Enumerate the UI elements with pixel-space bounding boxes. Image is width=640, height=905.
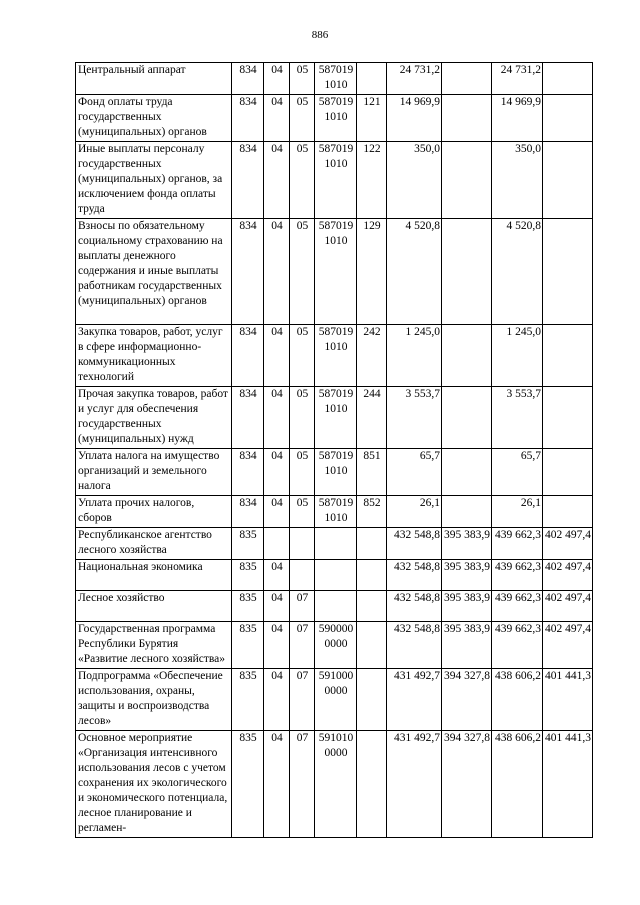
row-name: Центральный аппарат	[76, 63, 232, 95]
amount-4	[543, 449, 593, 496]
amount-4: 402 497,4	[543, 622, 593, 669]
section-code: 04	[264, 731, 290, 838]
expense-type-code	[357, 591, 387, 622]
amount-4	[543, 325, 593, 387]
amount-2: 395 383,9	[442, 528, 492, 560]
row-name: Прочая закупка товаров, работ и услуг для обеспечения государственных (муниципальных) нужд	[76, 387, 232, 449]
expense-type-code: 121	[357, 95, 387, 142]
subsection-code: 05	[290, 449, 315, 496]
expense-type-code: 129	[357, 219, 387, 325]
subsection-code: 05	[290, 496, 315, 528]
amount-1: 14 969,9	[387, 95, 442, 142]
amount-4: 402 497,4	[543, 560, 593, 591]
target-article-code: 587019 1010	[315, 449, 357, 496]
section-code: 04	[264, 219, 290, 325]
amount-1: 432 548,8	[387, 560, 442, 591]
subsection-code	[290, 528, 315, 560]
expense-type-code	[357, 63, 387, 95]
table-row	[76, 95, 593, 142]
amount-1: 431 492,7	[387, 669, 442, 731]
ved-code: 834	[232, 325, 264, 387]
ved-code: 835	[232, 669, 264, 731]
table-row	[76, 387, 593, 449]
subsection-code: 07	[290, 669, 315, 731]
table-row	[76, 449, 593, 496]
amount-4	[543, 95, 593, 142]
subsection-code: 05	[290, 219, 315, 325]
ved-code: 834	[232, 63, 264, 95]
ved-code: 834	[232, 387, 264, 449]
target-article-code: 591010 0000	[315, 731, 357, 838]
ved-code: 834	[232, 95, 264, 142]
expense-type-code	[357, 622, 387, 669]
target-article-code: 587019 1010	[315, 219, 357, 325]
target-article-code	[315, 560, 357, 591]
amount-3: 4 520,8	[492, 219, 543, 325]
subsection-code: 07	[290, 591, 315, 622]
amount-1: 4 520,8	[387, 219, 442, 325]
amount-2	[442, 387, 492, 449]
target-article-code	[315, 591, 357, 622]
section-code: 04	[264, 449, 290, 496]
section-code: 04	[264, 560, 290, 591]
section-code: 04	[264, 496, 290, 528]
amount-1: 3 553,7	[387, 387, 442, 449]
ved-code: 835	[232, 622, 264, 669]
amount-3: 3 553,7	[492, 387, 543, 449]
target-article-code: 590000 0000	[315, 622, 357, 669]
expense-type-code: 852	[357, 496, 387, 528]
amount-3: 14 969,9	[492, 95, 543, 142]
amount-4	[543, 63, 593, 95]
ved-code: 834	[232, 496, 264, 528]
amount-2: 394 327,8	[442, 731, 492, 838]
row-name: Взносы по обязательному социальному страхованию на выплаты денежного содержания и иные выплаты работникам государственных (муниципальных) органов	[76, 219, 232, 325]
amount-3: 438 606,2	[492, 731, 543, 838]
section-code: 04	[264, 95, 290, 142]
page-number: 886	[311, 29, 329, 41]
expense-type-code	[357, 731, 387, 838]
amount-2: 395 383,9	[442, 591, 492, 622]
target-article-code: 591000 0000	[315, 669, 357, 731]
amount-1: 432 548,8	[387, 622, 442, 669]
section-code: 04	[264, 622, 290, 669]
target-article-code: 587019 1010	[315, 95, 357, 142]
amount-2	[442, 95, 492, 142]
amount-2: 394 327,8	[442, 669, 492, 731]
amount-1: 350,0	[387, 142, 442, 219]
row-name: Государственная программа Республики Бурятия «Развитие лесного хозяйства»	[76, 622, 232, 669]
target-article-code: 587019 1010	[315, 142, 357, 219]
section-code: 04	[264, 63, 290, 95]
amount-2	[442, 63, 492, 95]
amount-2	[442, 219, 492, 325]
table-row	[76, 325, 593, 387]
amount-4: 401 441,3	[543, 731, 593, 838]
amount-1: 26,1	[387, 496, 442, 528]
amount-3: 24 731,2	[492, 63, 543, 95]
subsection-code: 07	[290, 731, 315, 838]
amount-2	[442, 449, 492, 496]
ved-code: 834	[232, 219, 264, 325]
amount-3: 439 662,3	[492, 622, 543, 669]
amount-4	[543, 219, 593, 325]
table-row	[76, 219, 593, 325]
expense-type-code: 851	[357, 449, 387, 496]
target-article-code: 587019 1010	[315, 63, 357, 95]
amount-2	[442, 325, 492, 387]
ved-code: 834	[232, 449, 264, 496]
amount-4	[543, 496, 593, 528]
row-name: Уплата прочих налогов, сборов	[76, 496, 232, 528]
ved-code: 835	[232, 591, 264, 622]
section-code: 04	[264, 591, 290, 622]
target-article-code: 587019 1010	[315, 325, 357, 387]
expense-type-code: 242	[357, 325, 387, 387]
expense-type-code	[357, 560, 387, 591]
section-code: 04	[264, 325, 290, 387]
amount-4	[543, 387, 593, 449]
amount-3: 439 662,3	[492, 528, 543, 560]
row-name: Фонд оплаты труда государственных (муниципальных) органов	[76, 95, 232, 142]
amount-1: 24 731,2	[387, 63, 442, 95]
amount-4: 401 441,3	[543, 669, 593, 731]
ved-code: 835	[232, 560, 264, 591]
subsection-code: 05	[290, 387, 315, 449]
row-name: Уплата налога на имущество организаций и земельного налога	[76, 449, 232, 496]
ved-code: 835	[232, 731, 264, 838]
amount-2	[442, 496, 492, 528]
amount-3: 439 662,3	[492, 591, 543, 622]
amount-1: 1 245,0	[387, 325, 442, 387]
section-code: 04	[264, 142, 290, 219]
amount-1: 431 492,7	[387, 731, 442, 838]
expense-type-code	[357, 669, 387, 731]
amount-1: 65,7	[387, 449, 442, 496]
row-name: Подпрограмма «Обеспечение использования, охраны, защиты и воспроизводства лесов»	[76, 669, 232, 731]
amount-1: 432 548,8	[387, 591, 442, 622]
row-name: Республиканское агентство лесного хозяйства	[76, 528, 232, 560]
row-name: Национальная экономика	[76, 560, 232, 591]
amount-4: 402 497,4	[543, 528, 593, 560]
section-code	[264, 528, 290, 560]
row-name: Иные выплаты персоналу государственных (муниципальных) органов, за исключением фонда оплаты труда	[76, 142, 232, 219]
amount-2	[442, 142, 492, 219]
row-name: Основное мероприятие «Организация интенсивного использования лесов с учетом сохранения их экологического и экономического потенциала, лесное планирование и регламен-	[76, 731, 232, 838]
table-row	[76, 142, 593, 219]
amount-2: 395 383,9	[442, 622, 492, 669]
amount-1: 432 548,8	[387, 528, 442, 560]
amount-3: 1 245,0	[492, 325, 543, 387]
subsection-code: 05	[290, 63, 315, 95]
amount-3: 26,1	[492, 496, 543, 528]
row-name: Закупка товаров, работ, услуг в сфере информационно-коммуникационных технологий	[76, 325, 232, 387]
row-name: Лесное хозяйство	[76, 591, 232, 622]
amount-3: 65,7	[492, 449, 543, 496]
section-code: 04	[264, 387, 290, 449]
table-row	[76, 496, 593, 528]
expense-type-code: 244	[357, 387, 387, 449]
ved-code: 835	[232, 528, 264, 560]
expense-type-code: 122	[357, 142, 387, 219]
amount-2: 395 383,9	[442, 560, 492, 591]
amount-4: 402 497,4	[543, 591, 593, 622]
ved-code: 834	[232, 142, 264, 219]
amount-4	[543, 142, 593, 219]
table-row	[76, 731, 593, 838]
subsection-code	[290, 560, 315, 591]
budget-table	[75, 62, 593, 838]
table-row	[76, 622, 593, 669]
table-row	[76, 560, 593, 591]
table-row	[76, 669, 593, 731]
table-row	[76, 63, 593, 95]
subsection-code: 05	[290, 95, 315, 142]
amount-3: 350,0	[492, 142, 543, 219]
subsection-code: 07	[290, 622, 315, 669]
expense-type-code	[357, 528, 387, 560]
subsection-code: 05	[290, 142, 315, 219]
target-article-code: 587019 1010	[315, 496, 357, 528]
subsection-code: 05	[290, 325, 315, 387]
section-code: 04	[264, 669, 290, 731]
amount-3: 439 662,3	[492, 560, 543, 591]
table-row	[76, 528, 593, 560]
target-article-code	[315, 528, 357, 560]
amount-3: 438 606,2	[492, 669, 543, 731]
table-row	[76, 591, 593, 622]
target-article-code: 587019 1010	[315, 387, 357, 449]
